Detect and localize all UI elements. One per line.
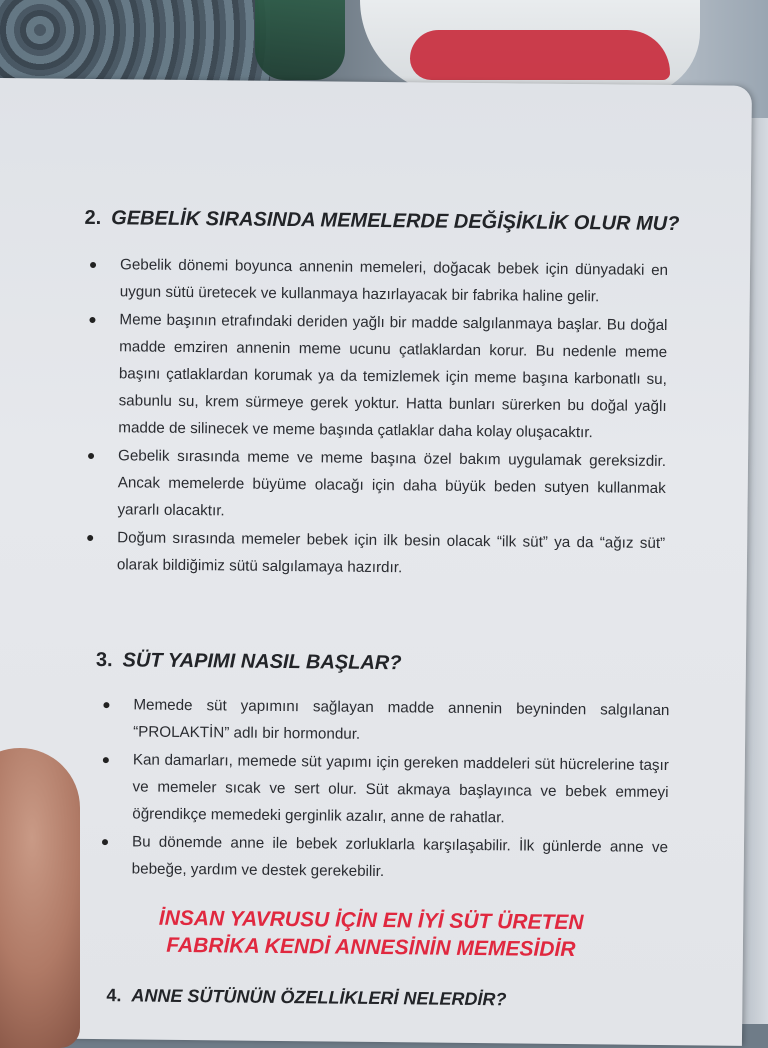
fabric-pattern <box>0 0 270 85</box>
section-3-title: SÜT YAPIMI NASIL BAŞLAR? <box>122 649 402 675</box>
list-item: Kan damarları, memede süt yapımı için gereken maddeleri süt hücrelerine taşır ve memeler sıcak ve sert olur. Süt akmaya başlayınca ve bebek emmeyi öğrendikçe memedeki gerginlik azalır, anne de rahatlar. <box>102 746 669 833</box>
section-2-number: 2. <box>84 206 102 230</box>
bullet-icon <box>87 535 93 541</box>
list-item: Memede süt yapımını sağlayan madde annenin beyninden salgılanan “PROLAKTİN” adlı bir hormondur. <box>103 691 670 751</box>
red-callout <box>121 904 622 963</box>
plush-toy-red-part <box>410 30 670 80</box>
list-item: Doğum sırasında memeler bebek için ilk besin olacak “ilk süt” ya da “ağız süt” olarak bildiğimiz sütü salgılamaya hazırdır. <box>87 524 666 584</box>
bullet-icon <box>103 757 109 763</box>
list-item: Bu dönemde anne ile bebek zorluklarla karşılaşabilir. İlk günlerde anne ve bebeğe, yardım ve destek gerekebilir. <box>102 828 669 888</box>
finger <box>0 748 80 1048</box>
list-item: Gebelik sırasında meme ve meme başına özel bakım uygulamak gereksizdir. Ancak memelerde büyüme olacağı için daha büyük beden sutyen kullanmak yararlı olacaktır. <box>87 442 666 529</box>
bullet-icon <box>102 839 108 845</box>
list-item: Meme başının etrafındaki deriden yağlı bir madde salgılanmaya başlar. Bu doğal madde emziren annenin meme ucunu çatlaklardan korur. Bu nedenle meme başını çatlaklardan korumak ya da temizlemek için meme başına karbonatlı su, sabunlu su, krem sürmeye gerek yoktur. Hatta bunları sürerken bu doğal yağlı madde de silinecek ve meme başında çatlaklar daha kolay oluşacaktır. <box>88 306 667 447</box>
list-item: Gebelik dönemi boyunca annenin memeleri, doğacak bebek için dünyadaki en uygun sütü üretecek ve kullanmaya hazırlayacak bir fabrika haline gelir. <box>90 251 669 311</box>
section-4-number: 4. <box>106 985 122 1006</box>
section-2-title: GEBELİK SIRASINDA MEMELERDE DEĞİŞİKLİK OLUR MU? <box>111 207 680 236</box>
section-4-title: ANNE SÜTÜNÜN ÖZELLİKLERİ NELERDİR? <box>131 985 507 1010</box>
booklet-page <box>0 78 752 1046</box>
section-2-heading <box>84 207 679 236</box>
bullet-icon <box>89 317 95 323</box>
bullet-icon <box>103 702 109 708</box>
bullet-icon <box>88 453 94 459</box>
section-3-number: 3. <box>95 649 113 672</box>
callout-line-1: İNSAN YAVRUSU İÇİN EN İYİ SÜT ÜRETEN <box>158 906 584 935</box>
green-bottle <box>255 0 345 80</box>
section-4-heading <box>106 985 506 1010</box>
section-2-bullets <box>87 251 668 585</box>
section-3-heading <box>96 649 402 675</box>
callout-line-2: FABRİKA KENDİ ANNESİNİN MEMESİDİR <box>166 933 576 962</box>
bullet-icon <box>90 262 96 268</box>
section-3-bullets <box>102 691 670 889</box>
